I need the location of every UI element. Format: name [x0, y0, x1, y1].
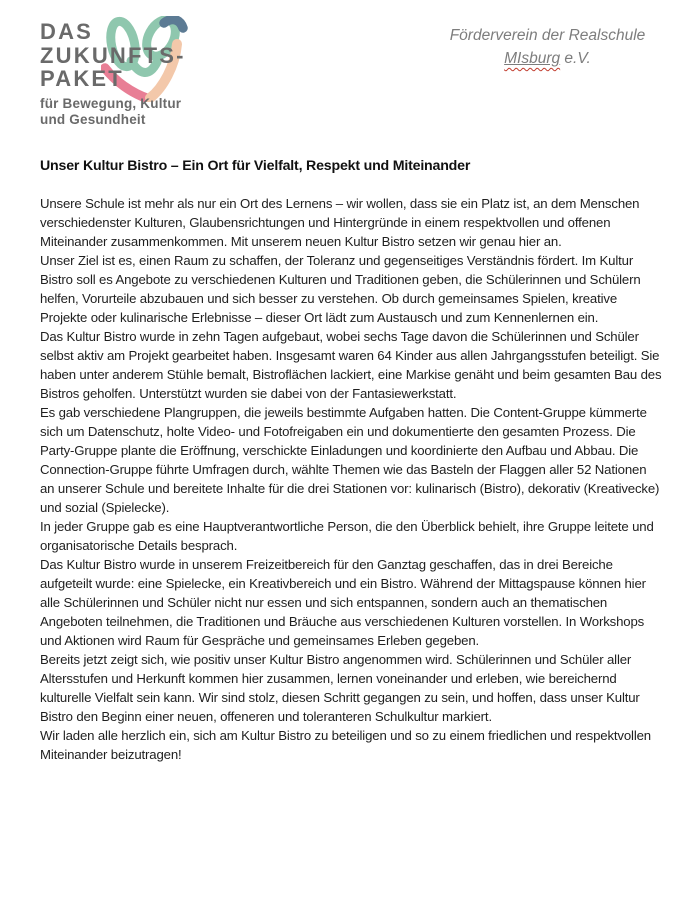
paragraph: Wir laden alle herzlich ein, sich am Kultur Bistro zu beteiligen und so zu einem friedlichen und respektvollen Miteinander beizutragen!	[40, 728, 651, 762]
logo-title-line1: DAS	[40, 19, 94, 44]
organization-suffix: e.V.	[560, 50, 591, 67]
paragraph: Das Kultur Bistro wurde in unserem Freizeitbereich für den Ganztag geschaffen, das in drei Bereiche aufgeteilt wurde: eine Spielecke, ein Kreativbereich und ein Bistro. Während der Mittagspause können hier alle Schülerinnen und Schüler nicht nur essen und sich entspannen, sondern auch an thematischen Angeboten teilnehmen, die Traditionen und Bräuche aus verschiedenen Kulturen vorstellen. In Workshops und Aktionen wird Raum für Gespräche und gemeinsames Erleben gegeben.	[40, 557, 646, 648]
logo-title-line3: PAKET	[40, 66, 124, 91]
organization-line1: Förderverein der Realschule	[449, 27, 646, 44]
logo-title	[40, 20, 186, 91]
logo-subtitle-line2: und Gesundheit	[40, 111, 146, 127]
organization-line2	[420, 47, 675, 70]
paragraph: Unsere Schule ist mehr als nur ein Ort des Lernens – wir wollen, dass sie ein Platz ist, an dem Menschen verschiedenster Kulturen, Glaubensrichtungen und Hintergründe in einem respektvollen und offenen Miteinander zusammenkommen. Mit unserem neuen Kultur Bistro setzen wir genau hier an.	[40, 196, 640, 249]
paragraph: In jeder Gruppe gab es eine Hauptverantwortliche Person, die den Überblick behielt, ihre Gruppe leitete und organisatorische Details besprach.	[40, 519, 654, 553]
paragraph: Bereits jetzt zeigt sich, wie positiv unser Kultur Bistro angenommen wird. Schülerinnen und Schüler aller Altersstufen und Herkunft kommen hier zusammen, lernen voneinander und erleben, wie bereichernd kulturelle Vielfalt sein kann. Wir sind stolz, diesen Schritt gegangen zu sein, und hoffen, dass unser Kultur Bistro den Beginn einer neuen, offeneren und toleranteren Schulkultur markiert.	[40, 652, 640, 724]
logo-title-line2: ZUKUNFTS-	[40, 42, 186, 68]
logo-subtitle	[40, 96, 186, 128]
paragraph: Das Kultur Bistro wurde in zehn Tagen aufgebaut, wobei sechs Tage davon die Schülerinnen und Schüler selbst aktiv am Projekt gearbeitet haben. Insgesamt waren 64 Kinder aus allen Jahrgangsstufen beteiligt. Sie haben unter anderem Stühle bemalt, Bistroflächen lackiert, eine Markise genäht und beim gesamten Bau des Bistros geholfen. Unterstützt wurden sie dabei von der Fantasiewerkstatt.	[40, 329, 662, 401]
organization-name	[420, 24, 675, 70]
paragraph: Unser Ziel ist es, einen Raum zu schaffen, der Toleranz und gegenseitiges Verständnis fördert. Im Kultur Bistro soll es Angebote zu verschiedenen Kulturen und Traditionen geben, die Schülerinnen und Schülern helfen, Vorurteile abzubauen und sich besser zu verstehen. Ob durch gemeinsames Spielen, kreative Projekte oder kulinarische Erlebnisse – dieser Ort lädt zum Austausch und zum Kennenlernen ein.	[40, 253, 641, 325]
document-heading: Unser Kultur Bistro – Ein Ort für Vielfalt, Respekt und Miteinander	[40, 158, 471, 174]
spellcheck-underline: MIsburg	[504, 50, 561, 67]
document-content	[40, 158, 664, 764]
body-paragraphs	[40, 194, 664, 764]
organization-city-underlined	[504, 50, 560, 67]
logo-subtitle-line1: für Bewegung, Kultur	[40, 95, 182, 111]
paragraph: Es gab verschiedene Plangruppen, die jeweils bestimmte Aufgaben hatten. Die Content-Gruppe kümmerte sich um Datenschutz, holte Video- und Fotofreigaben ein und dokumentierte den gesamten Prozess. Die Party-Gruppe plante die Eröffnung, verschickte Einladungen und koordinierte den Aufbau und Abbau. Die Connection-Gruppe führte Umfragen durch, wählte Themen wie das Basteln der Flaggen aller 52 Nationen an unserer Schule und bereitete Inhalte für die drei Stationen vor: kulinarisch (Bistro), dekorativ (Kreativecke) und sozial (Spielecke).	[40, 405, 660, 515]
logo	[40, 20, 186, 128]
